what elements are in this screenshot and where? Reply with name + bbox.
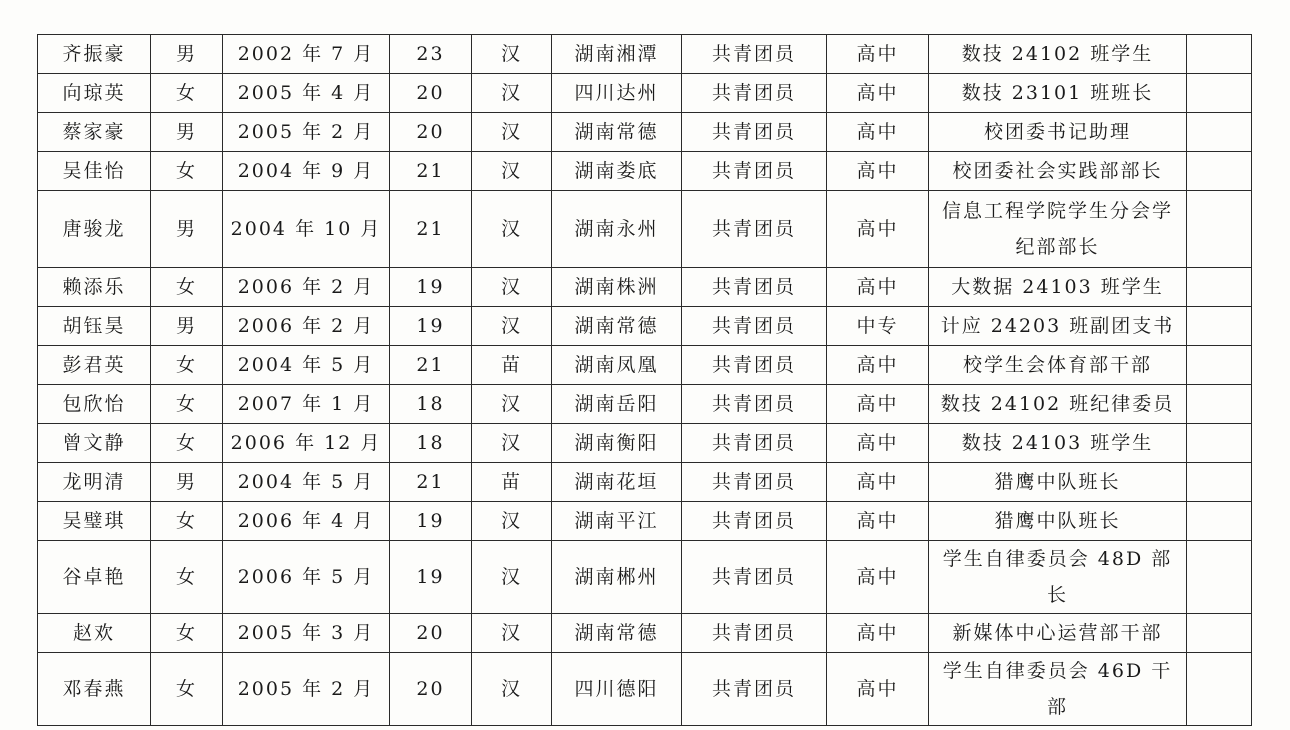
cell-education: 高中 — [827, 385, 929, 424]
cell-empty — [1187, 614, 1252, 653]
cell-native-place: 湖南常德 — [552, 614, 682, 653]
cell-name: 唐骏龙 — [38, 191, 151, 268]
cell-ethnicity: 汉 — [472, 385, 552, 424]
cell-ethnicity: 苗 — [472, 463, 552, 502]
cell-empty — [1187, 346, 1252, 385]
cell-position: 校团委社会实践部部长 — [929, 152, 1187, 191]
cell-name: 向琼英 — [38, 74, 151, 113]
cell-gender: 女 — [151, 502, 223, 541]
cell-age: 19 — [390, 268, 472, 307]
cell-native-place: 湖南娄底 — [552, 152, 682, 191]
cell-ethnicity: 汉 — [472, 113, 552, 152]
cell-political-status: 共青团员 — [682, 346, 827, 385]
table-row — [38, 463, 1252, 502]
cell-birth-date: 2005 年 2 月 — [223, 653, 390, 726]
cell-empty — [1187, 152, 1252, 191]
cell-education: 中专 — [827, 307, 929, 346]
cell-empty — [1187, 191, 1252, 268]
cell-political-status: 共青团员 — [682, 268, 827, 307]
cell-native-place: 湖南常德 — [552, 113, 682, 152]
cell-ethnicity: 汉 — [472, 35, 552, 74]
cell-age: 21 — [390, 463, 472, 502]
cell-political-status: 共青团员 — [682, 541, 827, 614]
cell-native-place: 湖南郴州 — [552, 541, 682, 614]
cell-empty — [1187, 74, 1252, 113]
cell-education: 高中 — [827, 541, 929, 614]
cell-education: 高中 — [827, 152, 929, 191]
cell-name: 蔡家豪 — [38, 113, 151, 152]
cell-political-status: 共青团员 — [682, 113, 827, 152]
cell-gender: 女 — [151, 268, 223, 307]
cell-native-place: 湖南湘潭 — [552, 35, 682, 74]
table-row — [38, 541, 1252, 614]
cell-age: 21 — [390, 346, 472, 385]
cell-political-status: 共青团员 — [682, 35, 827, 74]
table-row — [38, 653, 1252, 726]
cell-political-status: 共青团员 — [682, 191, 827, 268]
cell-gender: 男 — [151, 113, 223, 152]
cell-position: 校学生会体育部干部 — [929, 346, 1187, 385]
cell-birth-date: 2006 年 4 月 — [223, 502, 390, 541]
cell-position: 数技 24102 班纪律委员 — [929, 385, 1187, 424]
cell-gender: 女 — [151, 74, 223, 113]
cell-ethnicity: 汉 — [472, 307, 552, 346]
cell-political-status: 共青团员 — [682, 653, 827, 726]
cell-native-place: 四川德阳 — [552, 653, 682, 726]
cell-native-place: 湖南凤凰 — [552, 346, 682, 385]
cell-ethnicity: 汉 — [472, 74, 552, 113]
cell-position: 数技 23101 班班长 — [929, 74, 1187, 113]
cell-name: 彭君英 — [38, 346, 151, 385]
cell-gender: 男 — [151, 307, 223, 346]
cell-ethnicity: 汉 — [472, 191, 552, 268]
cell-ethnicity: 汉 — [472, 502, 552, 541]
cell-education: 高中 — [827, 346, 929, 385]
cell-age: 18 — [390, 424, 472, 463]
cell-ethnicity: 汉 — [472, 614, 552, 653]
cell-position: 数技 24102 班学生 — [929, 35, 1187, 74]
cell-birth-date: 2004 年 9 月 — [223, 152, 390, 191]
cell-position: 新媒体中心运营部干部 — [929, 614, 1187, 653]
cell-age: 20 — [390, 614, 472, 653]
cell-gender: 男 — [151, 35, 223, 74]
cell-ethnicity: 苗 — [472, 346, 552, 385]
cell-birth-date: 2006 年 2 月 — [223, 268, 390, 307]
cell-empty — [1187, 424, 1252, 463]
cell-name: 胡钰昊 — [38, 307, 151, 346]
table-row — [38, 614, 1252, 653]
table-row — [38, 424, 1252, 463]
cell-empty — [1187, 653, 1252, 726]
student-roster-table — [37, 34, 1252, 726]
cell-political-status: 共青团员 — [682, 152, 827, 191]
cell-age: 23 — [390, 35, 472, 74]
cell-position: 数技 24103 班学生 — [929, 424, 1187, 463]
table-row — [38, 502, 1252, 541]
cell-birth-date: 2005 年 3 月 — [223, 614, 390, 653]
cell-position: 猎鹰中队班长 — [929, 502, 1187, 541]
cell-age: 21 — [390, 152, 472, 191]
cell-political-status: 共青团员 — [682, 307, 827, 346]
cell-position: 猎鹰中队班长 — [929, 463, 1187, 502]
cell-education: 高中 — [827, 74, 929, 113]
cell-name: 邓春燕 — [38, 653, 151, 726]
cell-native-place: 湖南永州 — [552, 191, 682, 268]
cell-position: 学生自律委员会 46D 干部 — [929, 653, 1187, 726]
roster-body — [38, 35, 1252, 726]
cell-education: 高中 — [827, 113, 929, 152]
cell-education: 高中 — [827, 268, 929, 307]
cell-political-status: 共青团员 — [682, 463, 827, 502]
table-row — [38, 385, 1252, 424]
cell-empty — [1187, 113, 1252, 152]
cell-empty — [1187, 385, 1252, 424]
cell-empty — [1187, 268, 1252, 307]
cell-name: 齐振豪 — [38, 35, 151, 74]
cell-ethnicity: 汉 — [472, 268, 552, 307]
cell-position: 大数据 24103 班学生 — [929, 268, 1187, 307]
cell-gender: 女 — [151, 152, 223, 191]
table-row — [38, 35, 1252, 74]
cell-ethnicity: 汉 — [472, 653, 552, 726]
cell-native-place: 湖南常德 — [552, 307, 682, 346]
cell-native-place: 湖南岳阳 — [552, 385, 682, 424]
cell-native-place: 四川达州 — [552, 74, 682, 113]
cell-name: 包欣怡 — [38, 385, 151, 424]
cell-gender: 女 — [151, 541, 223, 614]
cell-education: 高中 — [827, 191, 929, 268]
table-row — [38, 74, 1252, 113]
cell-birth-date: 2007 年 1 月 — [223, 385, 390, 424]
cell-name: 谷卓艳 — [38, 541, 151, 614]
cell-ethnicity: 汉 — [472, 424, 552, 463]
table-row — [38, 113, 1252, 152]
cell-birth-date: 2002 年 7 月 — [223, 35, 390, 74]
cell-political-status: 共青团员 — [682, 424, 827, 463]
cell-birth-date: 2004 年 5 月 — [223, 346, 390, 385]
cell-name: 赵欢 — [38, 614, 151, 653]
cell-position: 校团委书记助理 — [929, 113, 1187, 152]
cell-name: 吴璧琪 — [38, 502, 151, 541]
cell-political-status: 共青团员 — [682, 502, 827, 541]
cell-political-status: 共青团员 — [682, 385, 827, 424]
cell-empty — [1187, 35, 1252, 74]
cell-birth-date: 2005 年 2 月 — [223, 113, 390, 152]
cell-birth-date: 2006 年 12 月 — [223, 424, 390, 463]
cell-gender: 女 — [151, 385, 223, 424]
cell-gender: 女 — [151, 346, 223, 385]
cell-name: 曾文静 — [38, 424, 151, 463]
cell-age: 20 — [390, 653, 472, 726]
cell-native-place: 湖南株洲 — [552, 268, 682, 307]
cell-native-place: 湖南平江 — [552, 502, 682, 541]
table-row — [38, 191, 1252, 268]
cell-gender: 女 — [151, 614, 223, 653]
cell-position: 信息工程学院学生分会学纪部部长 — [929, 191, 1187, 268]
cell-age: 19 — [390, 541, 472, 614]
cell-gender: 男 — [151, 463, 223, 502]
cell-name: 赖添乐 — [38, 268, 151, 307]
cell-birth-date: 2006 年 5 月 — [223, 541, 390, 614]
table-row — [38, 307, 1252, 346]
cell-empty — [1187, 463, 1252, 502]
cell-age: 19 — [390, 307, 472, 346]
cell-age: 19 — [390, 502, 472, 541]
cell-gender: 女 — [151, 424, 223, 463]
table-row — [38, 152, 1252, 191]
cell-ethnicity: 汉 — [472, 152, 552, 191]
cell-position: 学生自律委员会 48D 部长 — [929, 541, 1187, 614]
table-row — [38, 346, 1252, 385]
cell-position: 计应 24203 班副团支书 — [929, 307, 1187, 346]
cell-political-status: 共青团员 — [682, 74, 827, 113]
cell-ethnicity: 汉 — [472, 541, 552, 614]
table-row — [38, 268, 1252, 307]
cell-education: 高中 — [827, 502, 929, 541]
cell-education: 高中 — [827, 653, 929, 726]
cell-birth-date: 2004 年 5 月 — [223, 463, 390, 502]
cell-birth-date: 2004 年 10 月 — [223, 191, 390, 268]
cell-name: 龙明清 — [38, 463, 151, 502]
cell-education: 高中 — [827, 614, 929, 653]
cell-age: 20 — [390, 113, 472, 152]
cell-birth-date: 2005 年 4 月 — [223, 74, 390, 113]
cell-education: 高中 — [827, 424, 929, 463]
cell-birth-date: 2006 年 2 月 — [223, 307, 390, 346]
cell-empty — [1187, 541, 1252, 614]
cell-empty — [1187, 502, 1252, 541]
cell-political-status: 共青团员 — [682, 614, 827, 653]
cell-native-place: 湖南衡阳 — [552, 424, 682, 463]
cell-gender: 男 — [151, 191, 223, 268]
cell-age: 21 — [390, 191, 472, 268]
cell-native-place: 湖南花垣 — [552, 463, 682, 502]
cell-name: 吴佳怡 — [38, 152, 151, 191]
cell-gender: 女 — [151, 653, 223, 726]
cell-empty — [1187, 307, 1252, 346]
cell-education: 高中 — [827, 35, 929, 74]
cell-age: 20 — [390, 74, 472, 113]
cell-education: 高中 — [827, 463, 929, 502]
cell-age: 18 — [390, 385, 472, 424]
